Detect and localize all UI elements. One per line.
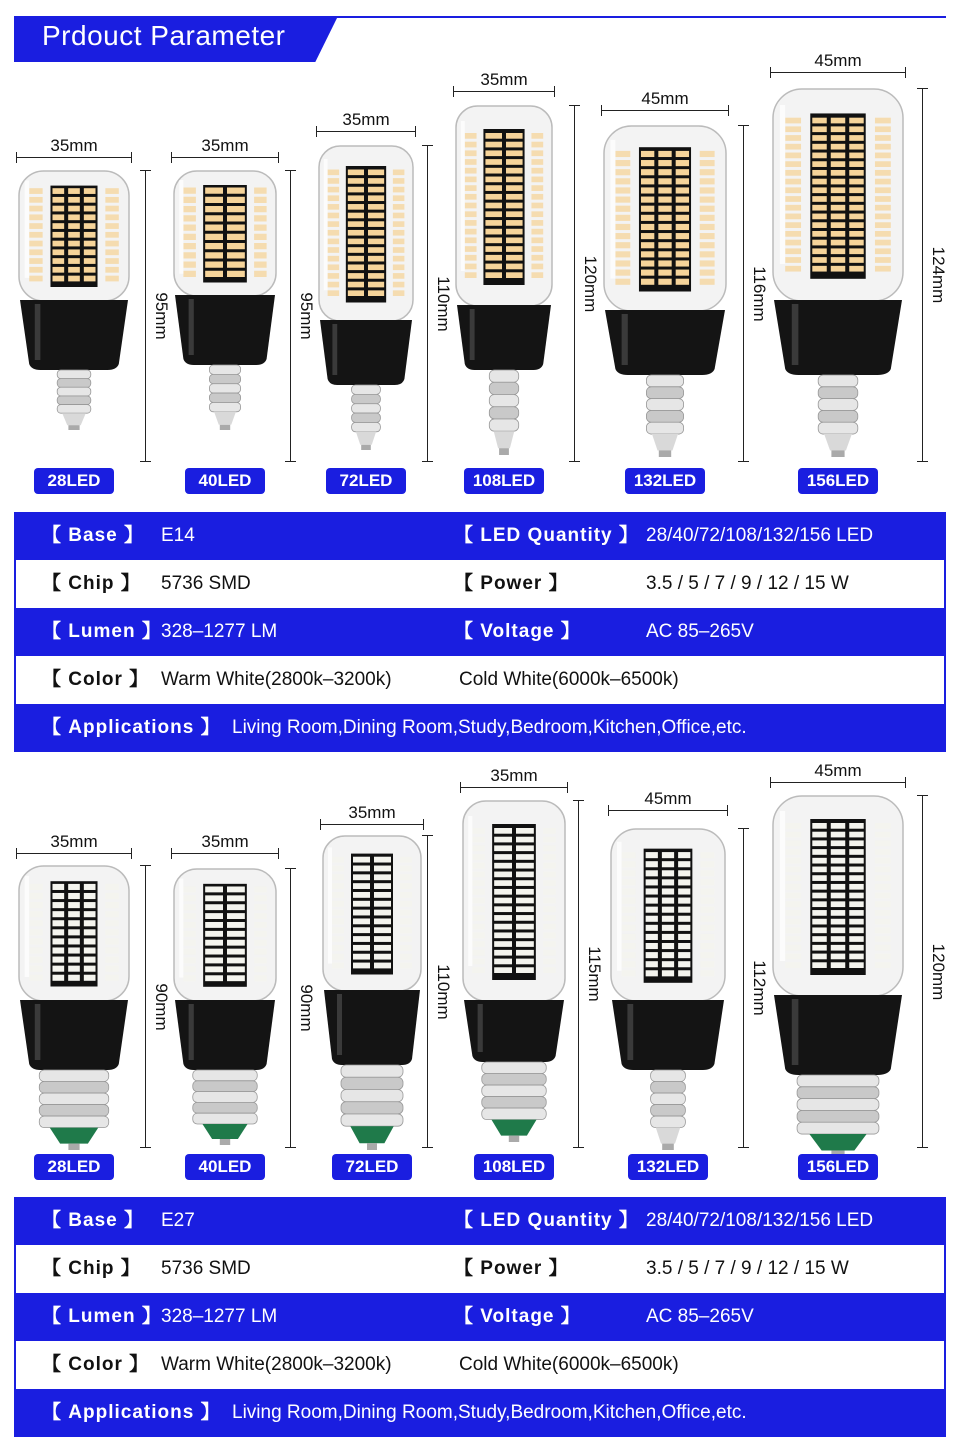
spec-key-voltage: 【 Voltage 】 xyxy=(454,621,581,642)
bulb-drawing xyxy=(322,835,422,1150)
bulb-72led xyxy=(322,835,422,1150)
bulb-drawing xyxy=(772,795,904,1157)
height-label: 120mm xyxy=(581,255,600,312)
spec-row-lumen xyxy=(16,1293,944,1341)
led-count-badge: 132LED xyxy=(625,468,705,494)
led-count-badge: 28LED xyxy=(34,468,114,494)
height-label: 90mm xyxy=(152,982,171,1031)
spec-val-color-cold: Cold White(6000k–6500k) xyxy=(459,1354,679,1375)
width-label: 35mm xyxy=(201,832,249,851)
led-count-badge: 132LED xyxy=(628,1154,708,1180)
width-label: 35mm xyxy=(490,766,538,785)
spec-val-applications: Living Room,Dining Room,Study,Bedroom,Kitchen,Office,etc. xyxy=(232,1402,747,1423)
width-dimension xyxy=(608,791,728,813)
spec-key-chip: 【 Chip 】 xyxy=(42,573,141,594)
width-label: 45mm xyxy=(644,789,692,808)
height-dimension xyxy=(578,800,602,1148)
spec-val-base: E27 xyxy=(161,1210,195,1231)
height-dimension xyxy=(743,828,767,1148)
width-label: 35mm xyxy=(480,70,528,89)
spec-key-chip: 【 Chip 】 xyxy=(42,1258,141,1279)
width-dimension xyxy=(16,834,132,856)
width-label: 35mm xyxy=(50,832,98,851)
height-label: 116mm xyxy=(750,265,769,322)
spec-val-lumen: 328–1277 LM xyxy=(161,1306,278,1327)
bulb-40led xyxy=(173,868,277,1145)
height-label: 124mm xyxy=(929,246,948,304)
spec-val-color-warm: Warm White(2800k–3200k) xyxy=(161,1354,392,1375)
width-dimension xyxy=(320,805,424,827)
spec-val-chip: 5736 SMD xyxy=(161,1258,251,1279)
width-label: 45mm xyxy=(814,761,862,780)
bulb-28led xyxy=(18,865,130,1150)
spec-val-qty: 28/40/72/108/132/156 LED xyxy=(646,1210,874,1231)
spec-val-color-cold: Cold White(6000k–6500k) xyxy=(459,669,679,690)
bulb-drawing xyxy=(18,865,130,1150)
spec-row-chip xyxy=(16,1245,944,1293)
width-dimension xyxy=(171,834,279,856)
led-count-badge: 72LED xyxy=(332,1154,412,1180)
led-count-badge: 108LED xyxy=(464,468,544,494)
height-label: 95mm xyxy=(297,292,316,340)
height-dimension xyxy=(922,795,946,1148)
width-dimension xyxy=(770,763,906,785)
height-label: 95mm xyxy=(152,292,171,340)
spec-key-lumen: 【 Lumen 】 xyxy=(42,621,162,642)
led-count-badge: 28LED xyxy=(34,1154,114,1180)
spec-val-base: E14 xyxy=(161,525,195,546)
width-label: 45mm xyxy=(814,51,862,70)
height-label: 112mm xyxy=(750,960,769,1016)
led-count-badge: 40LED xyxy=(185,468,265,494)
bulb-drawing xyxy=(462,800,566,1142)
spec-row-applications xyxy=(16,1389,944,1437)
width-label: 35mm xyxy=(50,136,98,155)
height-label: 90mm xyxy=(297,984,316,1032)
led-count-badge: 72LED xyxy=(326,468,406,494)
height-dimension xyxy=(290,868,314,1148)
spec-val-chip: 5736 SMD xyxy=(161,573,251,594)
spec-val-color-warm: Warm White(2800k–3200k) xyxy=(161,669,392,690)
height-dimension xyxy=(427,835,451,1148)
bulb-132led xyxy=(610,828,726,1150)
bulb-108led xyxy=(462,800,566,1142)
led-count-badge: 108LED xyxy=(474,1154,554,1180)
led-count-badge: 40LED xyxy=(185,1154,265,1180)
width-dimension xyxy=(460,768,568,790)
width-label: 35mm xyxy=(201,136,249,155)
spec-val-lumen: 328–1277 LM xyxy=(161,621,278,642)
height-dimension xyxy=(145,865,169,1148)
e27-spec-table xyxy=(14,1197,946,1437)
spec-key-base: 【 Base 】 xyxy=(42,525,144,546)
page-title: Prdouct Parameter xyxy=(42,20,286,51)
spec-val-applications: Living Room,Dining Room,Study,Bedroom,Kitchen,Office,etc. xyxy=(232,717,747,738)
spec-val-voltage: AC 85–265V xyxy=(646,1306,754,1327)
spec-key-lumen: 【 Lumen 】 xyxy=(42,1306,162,1327)
spec-key-color: 【 Color 】 xyxy=(42,1354,150,1375)
spec-row-color xyxy=(16,1341,944,1389)
spec-key-applications: 【 Applications 】 xyxy=(42,717,221,738)
height-label: 115mm xyxy=(585,946,604,1002)
spec-key-qty: 【 LED Quantity 】 xyxy=(454,1210,639,1231)
spec-key-voltage: 【 Voltage 】 xyxy=(454,1306,581,1327)
height-label: 110mm xyxy=(434,275,453,332)
spec-key-base: 【 Base 】 xyxy=(42,1210,144,1231)
spec-key-applications: 【 Applications 】 xyxy=(42,1402,221,1423)
bulb-156led xyxy=(772,795,904,1157)
height-label: 120mm xyxy=(929,943,948,1000)
spec-val-qty: 28/40/72/108/132/156 LED xyxy=(646,525,874,546)
spec-val-power: 3.5 / 5 / 7 / 9 / 12 / 15 W xyxy=(646,573,849,594)
spec-key-power: 【 Power 】 xyxy=(454,1258,569,1279)
height-label: 110mm xyxy=(434,963,453,1020)
spec-key-qty: 【 LED Quantity 】 xyxy=(454,525,639,546)
led-count-badge: 156LED xyxy=(798,468,878,494)
bulb-drawing xyxy=(173,868,277,1145)
spec-row-base xyxy=(16,1197,944,1245)
bulb-drawing xyxy=(610,828,726,1150)
spec-val-power: 3.5 / 5 / 7 / 9 / 12 / 15 W xyxy=(646,1258,849,1279)
spec-key-color: 【 Color 】 xyxy=(42,669,150,690)
spec-val-voltage: AC 85–265V xyxy=(646,621,754,642)
width-label: 35mm xyxy=(342,110,390,129)
spec-key-power: 【 Power 】 xyxy=(454,573,569,594)
width-label: 35mm xyxy=(348,803,396,822)
led-count-badge: 156LED xyxy=(798,1154,878,1180)
width-label: 45mm xyxy=(641,89,689,108)
